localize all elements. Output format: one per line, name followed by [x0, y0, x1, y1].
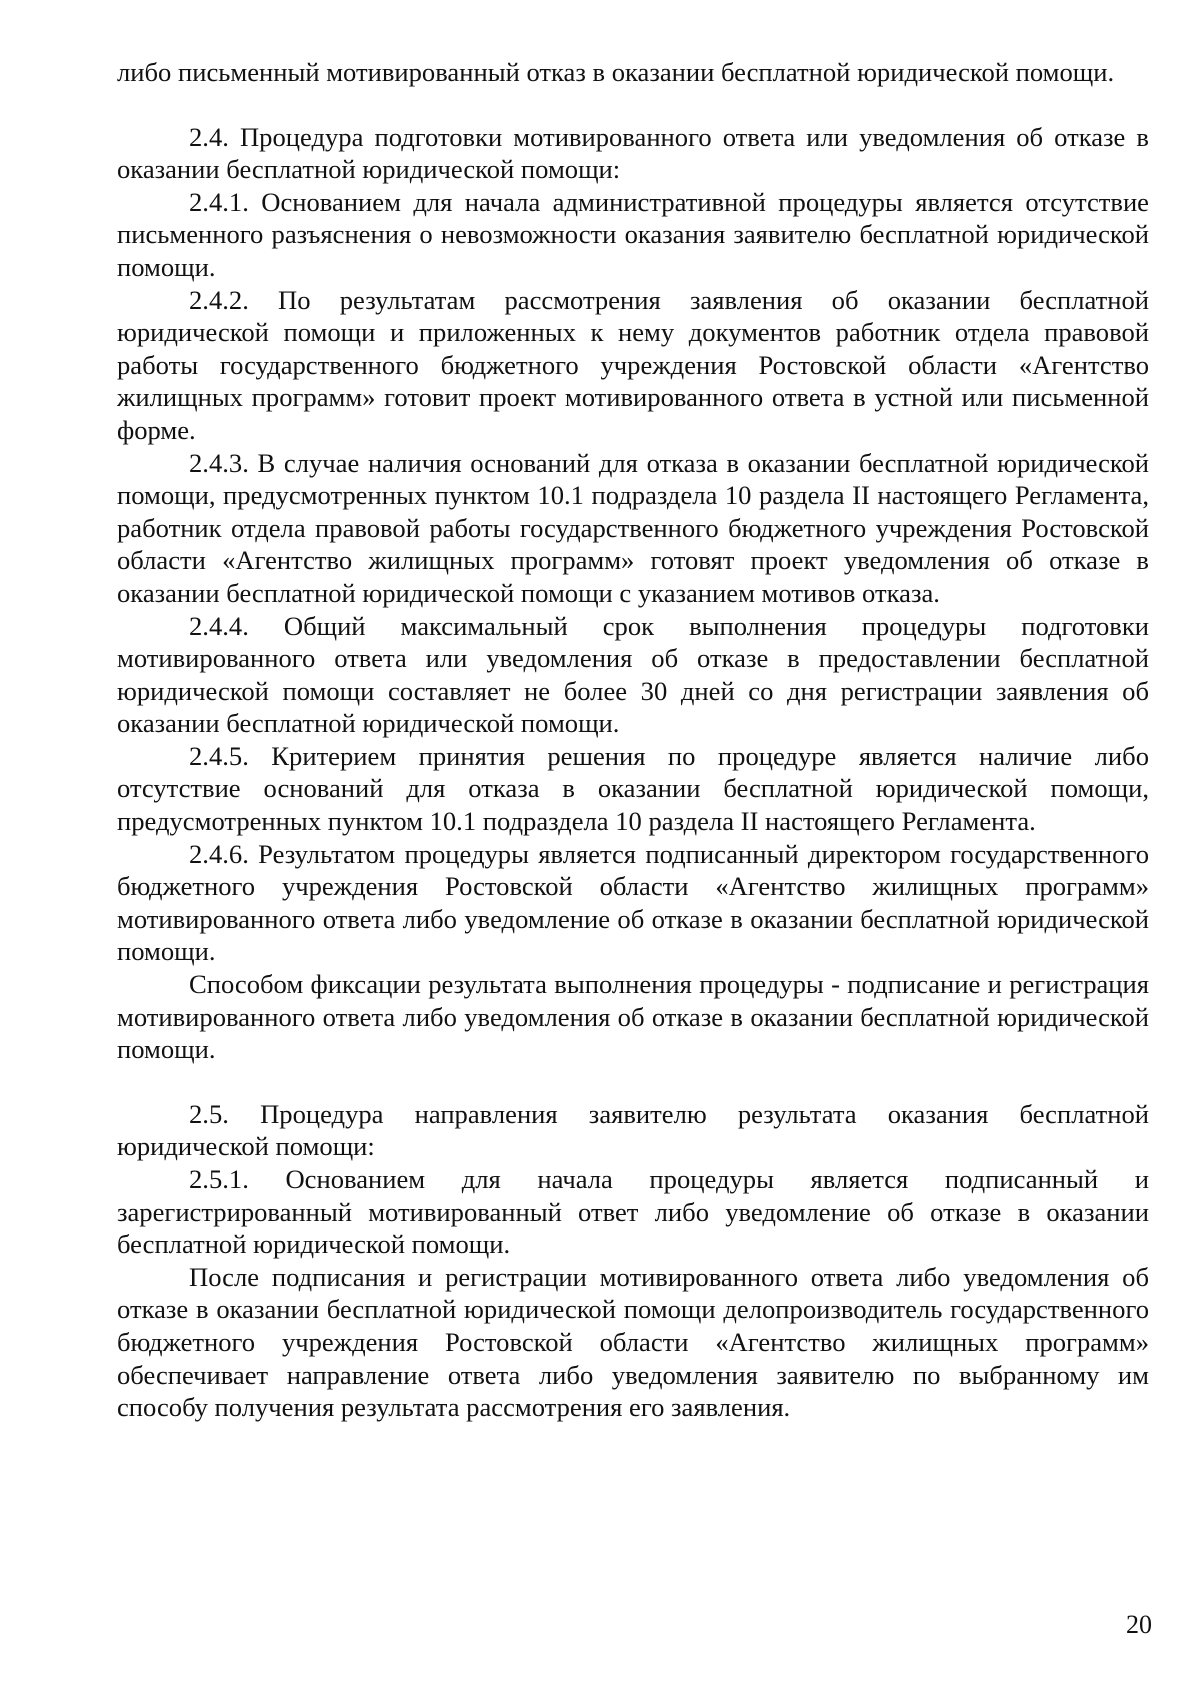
- paragraph-fixation-method: Способом фиксации результата выполнения процедуры - подписание и регистрация мотивированного ответа либо уведомления об отказе в оказании бесплатной юридической помощи.: [117, 969, 1149, 1065]
- paragraph-spacer: [117, 89, 1149, 121]
- paragraph-2-4-6: 2.4.6. Результатом процедуры является подписанный директором государственного бюджетного учреждения Ростовской области «Агентство жилищных программ» мотивированного ответа либо уведомление об отказе в оказании бесплатной юридической помощи.: [117, 838, 1149, 967]
- paragraph-after-signing: После подписания и регистрации мотивированного ответа либо уведомления об отказе в оказании бесплатной юридической помощи делопроизводитель государственного бюджетного учреждения Ростовской области «Агентство жилищных программ» обеспечивает направление ответа либо уведомления заявителю по выбранному им способу получения результата рассмотрения его заявления.: [117, 1261, 1149, 1423]
- paragraph-2-4-3: 2.4.3. В случае наличия оснований для отказа в оказании бесплатной юридической помощи, предусмотренных пунктом 10.1 подраздела 10 раздела II настоящего Регламента, работник отдела правовой работы государственного бюджетного учреждения Ростовской области «Агентство жилищных программ» готовят проект уведомления об отказе в оказании бесплатной юридической помощи с указанием мотивов отказа.: [117, 447, 1149, 608]
- paragraph-spacer: [117, 1066, 1149, 1098]
- document-body: [117, 56, 1149, 1424]
- paragraph-2-5: 2.5. Процедура направления заявителю результата оказания бесплатной юридической помощи:: [117, 1098, 1149, 1162]
- paragraph-2-4-5: 2.4.5. Критерием принятия решения по процедуре является наличие либо отсутствие оснований для отказа в оказании бесплатной юридической помощи, предусмотренных пунктом 10.1 подраздела 10 раздела II настоящего Регламента.: [117, 740, 1149, 837]
- paragraph-continuation: либо письменный мотивированный отказ в оказании бесплатной юридической помощи.: [117, 57, 1115, 87]
- paragraph-2-5-1: 2.5.1. Основанием для начала процедуры является подписанный и зарегистрированный мотивированный ответ либо уведомление об отказе в оказании бесплатной юридической помощи.: [117, 1164, 1149, 1260]
- paragraph-2-4: 2.4. Процедура подготовки мотивированного ответа или уведомления об отказе в оказании бесплатной юридической помощи:: [117, 121, 1149, 185]
- page-number: 20: [1126, 1610, 1152, 1639]
- paragraph-2-4-1: 2.4.1. Основанием для начала административной процедуры является отсутствие письменного разъяснения о невозможности оказания заявителю бесплатной юридической помощи.: [117, 186, 1149, 282]
- paragraph-2-4-4: 2.4.4. Общий максимальный срок выполнения процедуры подготовки мотивированного ответа или уведомления об отказе в предоставлении бесплатной юридической помощи составляет не более 30 дней со дня регистрации заявления об оказании бесплатной юридической помощи.: [117, 610, 1149, 739]
- paragraph-2-4-2: 2.4.2. По результатам рассмотрения заявления об оказании бесплатной юридической помощи и приложенных к нему документов работник отдела правовой работы государственного бюджетного учреждения Ростовской области «Агентство жилищных программ» готовит проект мотивированного ответа в устной или письменной форме.: [117, 284, 1149, 445]
